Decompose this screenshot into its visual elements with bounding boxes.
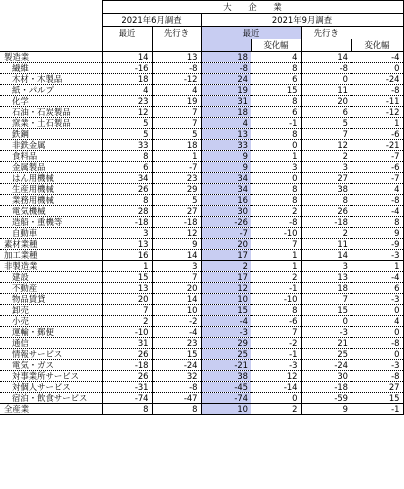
june-recent-cell: 26 (102, 349, 152, 360)
june-forecast-cell: 5 (152, 195, 201, 206)
june-recent-cell: -18 (102, 360, 152, 371)
sept-recent-cell: -8 (201, 63, 251, 74)
june-recent-cell: -18 (102, 217, 152, 228)
june-recent-cell: -74 (102, 393, 152, 404)
sept-forecast-cell: 7 (301, 129, 351, 140)
sept-recent-change-cell: 8 (251, 305, 301, 316)
june-recent-cell: 2 (102, 316, 152, 327)
june-forecast-cell: 14 (152, 250, 201, 261)
row-label: 鉄鋼 (0, 129, 102, 140)
sept-recent-change-cell: 8 (251, 63, 301, 74)
june-recent-cell: 4 (102, 85, 152, 96)
june-recent-cell: 5 (102, 129, 152, 140)
june-forecast-cell: 14 (152, 294, 201, 305)
sept-forecast-cell: 9 (301, 404, 351, 415)
sept-forecast-change-cell: 15 (351, 393, 403, 404)
june-forecast-cell: -12 (152, 74, 201, 85)
sept-forecast-change-cell: -9 (351, 239, 403, 250)
june-recent-cell: 31 (102, 338, 152, 349)
june-recent-cell: 23 (102, 96, 152, 107)
row-label: 自動車 (0, 228, 102, 239)
table-row (0, 261, 403, 272)
sept-forecast-change-cell: -6 (351, 129, 403, 140)
june-forecast-cell: 15 (152, 349, 201, 360)
row-label: 製造業 (0, 52, 102, 63)
sept-forecast-cell: 18 (301, 283, 351, 294)
sept-forecast-cell: 15 (301, 305, 351, 316)
sept-forecast-cell: -8 (301, 63, 351, 74)
june-recent-cell: 26 (102, 371, 152, 382)
sept-forecast-cell: 3 (301, 162, 351, 173)
sept-recent-change-cell: 3 (251, 162, 301, 173)
row-label: 紙・パルプ (0, 85, 102, 96)
sept-recent-change-cell: 2 (251, 272, 301, 283)
june-forecast-cell: 3 (152, 261, 201, 272)
table-row (0, 239, 403, 250)
june-forecast-cell: 8 (152, 404, 201, 415)
table-row (0, 382, 403, 393)
sept-forecast-change-cell: 0 (351, 305, 403, 316)
row-label: 対個人サービス (0, 382, 102, 393)
june-forecast-cell: 27 (152, 206, 201, 217)
sept-recent-cell: 25 (201, 349, 251, 360)
sept-forecast-change-cell: -4 (351, 206, 403, 217)
june-recent-cell: 6 (102, 162, 152, 173)
june-forecast-cell: -7 (152, 162, 201, 173)
june-forecast-cell: 4 (152, 85, 201, 96)
sept-recent-cell: -45 (201, 382, 251, 393)
june-forecast-cell: 23 (152, 173, 201, 184)
sept-recent-change-cell: -2 (251, 338, 301, 349)
table-row (0, 107, 403, 118)
sept-recent-change-cell: 8 (251, 195, 301, 206)
table-row (0, 184, 403, 195)
sept-recent-change-cell: 6 (251, 74, 301, 85)
sept-forecast-cell: 2 (301, 151, 351, 162)
sept-recent-cell: 17 (201, 272, 251, 283)
sept-recent-cell: 10 (201, 404, 251, 415)
sept-forecast-cell: -24 (301, 360, 351, 371)
june-recent-cell: 33 (102, 140, 152, 151)
sept-recent-change-cell: 1 (251, 151, 301, 162)
june-recent-cell: -16 (102, 63, 152, 74)
sept-recent-change-cell: 2 (251, 206, 301, 217)
june-forecast-cell: 7 (152, 107, 201, 118)
table-row (0, 162, 403, 173)
sept-recent-change-cell: 0 (251, 393, 301, 404)
table-row (0, 305, 403, 316)
sept-recent-change-cell: -6 (251, 316, 301, 327)
row-label: 木材・木製品 (0, 74, 102, 85)
sept-forecast-change-cell: 8 (351, 217, 403, 228)
sept-forecast-cell: 11 (301, 239, 351, 250)
sept-forecast-change-cell: -4 (351, 272, 403, 283)
sept-forecast-change-cell: -8 (351, 195, 403, 206)
sept-forecast-cell: 27 (301, 173, 351, 184)
table-row (0, 85, 403, 96)
june-forecast-cell: -24 (152, 360, 201, 371)
sept-recent-cell: -74 (201, 393, 251, 404)
table-row (0, 349, 403, 360)
row-label: はん用機械 (0, 173, 102, 184)
table-row (0, 393, 403, 404)
sept-recent-change-cell: -1 (251, 349, 301, 360)
june-forecast-cell: -18 (152, 217, 201, 228)
sept-forecast-change-cell: -12 (351, 107, 403, 118)
sept-forecast-change-cell: -24 (351, 74, 403, 85)
june-recent-cell: -31 (102, 382, 152, 393)
sept-recent-change-cell: 1 (251, 250, 301, 261)
sept-recent-cell: 10 (201, 294, 251, 305)
sept-recent-change-cell: 8 (251, 184, 301, 195)
june-forecast-cell: 29 (152, 184, 201, 195)
september-survey-header: 2021年9月調査 (201, 14, 403, 27)
sept-forecast-change-cell: 27 (351, 382, 403, 393)
sept-forecast-cell: 6 (301, 107, 351, 118)
sept-forecast-cell: 25 (301, 349, 351, 360)
row-label: 物品賃貸 (0, 294, 102, 305)
june-forecast-cell: -8 (152, 382, 201, 393)
table-row (0, 206, 403, 217)
sept-recent-cell: 18 (201, 107, 251, 118)
sept-forecast-cell: 20 (301, 96, 351, 107)
sept-forecast-change-cell: 0 (351, 349, 403, 360)
june-recent-cell: 13 (102, 283, 152, 294)
sept-forecast-cell: 21 (301, 338, 351, 349)
sept-recent-cell: 17 (201, 250, 251, 261)
row-label: 対事業所サービス (0, 371, 102, 382)
row-label: 小売 (0, 316, 102, 327)
june-recent-cell: 16 (102, 250, 152, 261)
sept-recent-cell: 15 (201, 305, 251, 316)
june-forecast-cell: -4 (152, 327, 201, 338)
row-label: 窯業・土石製品 (0, 118, 102, 129)
sept-forecast-cell: 7 (301, 294, 351, 305)
june-recent-cell: 14 (102, 52, 152, 63)
sept-recent-cell: -3 (201, 327, 251, 338)
sept-forecast-change-cell: -3 (351, 360, 403, 371)
row-label: 造船・重機等 (0, 217, 102, 228)
row-label: 電気・ガス (0, 360, 102, 371)
june-recent-cell: 28 (102, 206, 152, 217)
sept-recent-change-cell: 2 (251, 404, 301, 415)
sept-recent-cell: 19 (201, 85, 251, 96)
june-recent-cell: 20 (102, 294, 152, 305)
sept-recent-change-cell: 15 (251, 85, 301, 96)
june-forecast-cell: 18 (152, 140, 201, 151)
table-row (0, 195, 403, 206)
row-label: 繊維 (0, 63, 102, 74)
sept-forecast-change-cell: 1 (351, 261, 403, 272)
sept-recent-cell: -26 (201, 217, 251, 228)
table-row (0, 173, 403, 184)
table-row (0, 129, 403, 140)
june-forecast-cell: 10 (152, 305, 201, 316)
sept-recent-change-cell: 6 (251, 107, 301, 118)
table-row (0, 74, 403, 85)
sept-forecast-change-cell: -1 (351, 404, 403, 415)
row-label: 業務用機械 (0, 195, 102, 206)
table-row (0, 96, 403, 107)
sept-recent-cell: 13 (201, 129, 251, 140)
row-label: 食料品 (0, 151, 102, 162)
june-recent-cell: 8 (102, 151, 152, 162)
june-recent-cell: 12 (102, 107, 152, 118)
sept-forecast-cell: -18 (301, 382, 351, 393)
sept-recent-cell: 24 (201, 74, 251, 85)
row-label: 宿泊・飲食サービス (0, 393, 102, 404)
table-row (0, 63, 403, 74)
table-row (0, 250, 403, 261)
sept-recent-cell: 29 (201, 338, 251, 349)
sept-forecast-change-cell: 4 (351, 316, 403, 327)
sept-forecast-cell: -59 (301, 393, 351, 404)
sept-recent-cell: 2 (201, 261, 251, 272)
row-label: 石油・石炭製品 (0, 107, 102, 118)
sept-forecast-change-cell: -8 (351, 338, 403, 349)
sept-forecast-change-cell: -4 (351, 52, 403, 63)
table-row (0, 294, 403, 305)
june-recent-cell: 15 (102, 272, 152, 283)
sept-forecast-cell: 14 (301, 250, 351, 261)
sept-recent-change-cell: 0 (251, 173, 301, 184)
sept-forecast-change-cell: -8 (351, 371, 403, 382)
row-label: 全産業 (0, 404, 102, 415)
sept-recent-change-cell: -8 (251, 217, 301, 228)
june-forecast-cell: 23 (152, 338, 201, 349)
sept-recent-cell: 30 (201, 206, 251, 217)
june-recent-header: 最近 (102, 27, 152, 40)
sept-forecast-cell: 12 (301, 140, 351, 151)
row-label: 非製造業 (0, 261, 102, 272)
june-forecast-cell: 19 (152, 96, 201, 107)
table-row (0, 140, 403, 151)
sept-recent-cell: -21 (201, 360, 251, 371)
june-recent-cell: 5 (102, 118, 152, 129)
row-label: 金属製品 (0, 162, 102, 173)
row-label: 建設 (0, 272, 102, 283)
sept-forecast-cell: 11 (301, 85, 351, 96)
sept-recent-cell: 16 (201, 195, 251, 206)
sept-forecast-change-cell: -7 (351, 173, 403, 184)
sept-forecast-cell: 3 (301, 261, 351, 272)
june-forecast-cell: 13 (152, 52, 201, 63)
sept-forecast-cell: 38 (301, 184, 351, 195)
sept-recent-cell: 34 (201, 173, 251, 184)
june-forecast-cell: 20 (152, 283, 201, 294)
june-recent-cell: 13 (102, 239, 152, 250)
sept-recent-change-cell: 8 (251, 129, 301, 140)
june-recent-cell: 8 (102, 404, 152, 415)
sept-recent-change-cell: -1 (251, 283, 301, 294)
sept-forecast-cell: 14 (301, 52, 351, 63)
sept-forecast-change-cell: 0 (351, 63, 403, 74)
sept-forecast-change-cell: 4 (351, 184, 403, 195)
sept-recent-change-header: 変化幅 (251, 39, 301, 52)
sept-recent-cell: 9 (201, 151, 251, 162)
sept-recent-change-cell: 1 (251, 261, 301, 272)
sept-forecast-change-cell: -21 (351, 140, 403, 151)
sept-forecast-cell: 5 (301, 118, 351, 129)
sept-recent-cell: 33 (201, 140, 251, 151)
sept-forecast-cell: 26 (301, 206, 351, 217)
sept-forecast-change-cell: -11 (351, 96, 403, 107)
table-row (0, 338, 403, 349)
large-enterprises-header: 大 企 業 (102, 1, 403, 14)
table-row (0, 283, 403, 294)
june-recent-cell: 18 (102, 74, 152, 85)
june-recent-cell: 1 (102, 261, 152, 272)
sept-recent-cell: 20 (201, 239, 251, 250)
sept-recent-change-cell: -3 (251, 360, 301, 371)
sept-forecast-cell: -3 (301, 327, 351, 338)
table-row (0, 151, 403, 162)
table-row (0, 52, 403, 63)
june-recent-cell: -10 (102, 327, 152, 338)
sept-forecast-cell: 0 (301, 74, 351, 85)
table-row (0, 228, 403, 239)
june-forecast-cell: -8 (152, 63, 201, 74)
sept-recent-change-cell: -10 (251, 228, 301, 239)
sept-recent-change-cell: -10 (251, 294, 301, 305)
row-label: 運輸・郵便 (0, 327, 102, 338)
sept-recent-cell: 18 (201, 52, 251, 63)
sept-recent-cell: -4 (201, 316, 251, 327)
sept-forecast-change-cell: 9 (351, 228, 403, 239)
table-row (0, 316, 403, 327)
sept-recent-cell: 4 (201, 118, 251, 129)
sept-recent-cell: 34 (201, 184, 251, 195)
table-row (0, 327, 403, 338)
sept-forecast-change-header: 変化幅 (351, 39, 403, 52)
row-label: 通信 (0, 338, 102, 349)
sept-forecast-cell: -18 (301, 217, 351, 228)
row-label: 不動産 (0, 283, 102, 294)
june-forecast-cell: 12 (152, 228, 201, 239)
sept-forecast-change-cell: -7 (351, 151, 403, 162)
sept-forecast-change-cell: -8 (351, 85, 403, 96)
june-recent-cell: 8 (102, 195, 152, 206)
june-forecast-cell: 32 (152, 371, 201, 382)
june-forecast-header: 先行き (152, 27, 201, 40)
sept-recent-change-cell: 0 (251, 140, 301, 151)
row-label: 化学 (0, 96, 102, 107)
row-label: 生産用機械 (0, 184, 102, 195)
sept-forecast-change-cell: 1 (351, 118, 403, 129)
sept-forecast-change-cell: 6 (351, 283, 403, 294)
sept-forecast-change-cell: -6 (351, 162, 403, 173)
table-row (0, 272, 403, 283)
sept-forecast-cell: 0 (301, 316, 351, 327)
sept-recent-cell: 38 (201, 371, 251, 382)
row-label: 情報サービス (0, 349, 102, 360)
june-forecast-cell: 1 (152, 151, 201, 162)
sept-recent-change-cell: 8 (251, 96, 301, 107)
row-label: 非鉄金属 (0, 140, 102, 151)
sept-recent-cell: 9 (201, 162, 251, 173)
sept-forecast-change-cell: -3 (351, 250, 403, 261)
june-survey-header: 2021年6月調査 (102, 14, 201, 27)
sept-recent-cell: 12 (201, 283, 251, 294)
sept-recent-change-cell: -1 (251, 118, 301, 129)
corner-cell (0, 1, 102, 14)
june-recent-cell: 7 (102, 305, 152, 316)
sept-recent-change-cell: -14 (251, 382, 301, 393)
sept-forecast-change-cell: -3 (351, 294, 403, 305)
june-forecast-cell: 9 (152, 239, 201, 250)
sept-forecast-cell: 2 (301, 228, 351, 239)
june-recent-cell: 26 (102, 184, 152, 195)
sept-recent-change-cell: 12 (251, 371, 301, 382)
sept-forecast-cell: 8 (301, 195, 351, 206)
sept-forecast-cell: 30 (301, 371, 351, 382)
table-row (0, 360, 403, 371)
row-label: 電気機械 (0, 206, 102, 217)
june-forecast-cell: 5 (152, 129, 201, 140)
sept-forecast-change-cell: 0 (351, 327, 403, 338)
sept-recent-header: 最近 (201, 27, 301, 40)
june-forecast-cell: -2 (152, 316, 201, 327)
row-label: 素材業種 (0, 239, 102, 250)
june-recent-cell: 34 (102, 173, 152, 184)
table-row (0, 217, 403, 228)
sept-recent-cell: 31 (201, 96, 251, 107)
table-row (0, 404, 403, 415)
table-row (0, 118, 403, 129)
table-row (0, 371, 403, 382)
june-forecast-cell: 7 (152, 118, 201, 129)
row-label: 卸売 (0, 305, 102, 316)
june-forecast-cell: -47 (152, 393, 201, 404)
sept-recent-change-cell: 7 (251, 327, 301, 338)
sept-forecast-cell: 13 (301, 272, 351, 283)
sept-recent-change-cell: 4 (251, 52, 301, 63)
sept-recent-cell: -7 (201, 228, 251, 239)
row-label: 加工業種 (0, 250, 102, 261)
june-recent-cell: 3 (102, 228, 152, 239)
sept-recent-change-cell: 7 (251, 239, 301, 250)
june-forecast-cell: 7 (152, 272, 201, 283)
sept-forecast-header: 先行き (301, 27, 351, 40)
